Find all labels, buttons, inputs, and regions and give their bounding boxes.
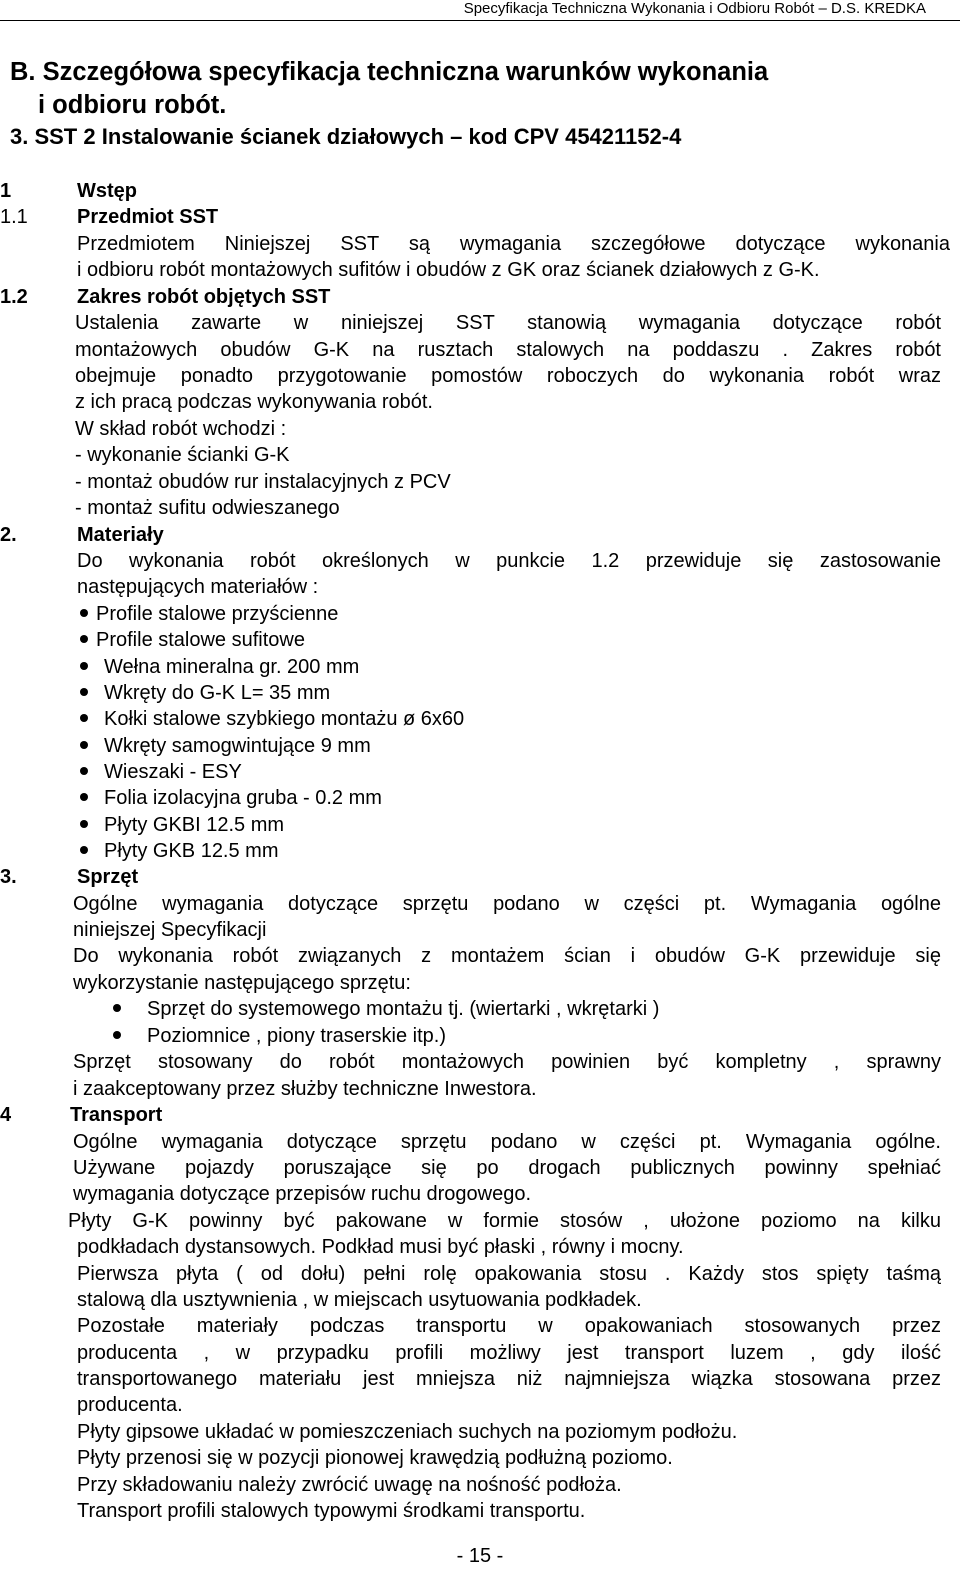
material-label: Wkręty do G-K L= 35 mm (104, 682, 331, 704)
paragraph-line: producenta. (77, 1394, 183, 1416)
paragraph-line: obejmuje ponadto przygotowanie pomostów roboczych do wykonania robót wraz (75, 365, 941, 387)
page-header (0, 0, 960, 19)
paragraph-line: wykorzystanie następującego sprzętu: (73, 972, 411, 994)
paragraph-line: montażowych obudów G-K na rusztach stalowych na poddaszu . Zakres robót (75, 339, 941, 361)
paragraph-line: transportowanego materiału jest mniejsza niż najmniejsza wiązka stosowana przez (77, 1368, 941, 1390)
equipment-label: Sprzęt do systemowego montażu tj. (wiertarki , wkrętarki ) (147, 998, 660, 1020)
material-item (80, 733, 371, 759)
bullet-icon (80, 688, 88, 696)
paragraph-line: Do wykonania robót związanych z montażem ścian i obudów G-K przewiduje się (73, 945, 941, 967)
bullet-icon (80, 846, 88, 854)
bullet-icon (80, 635, 88, 643)
paragraph-line: producenta , w przypadku profili możliwy jest transport luzem , gdy ilość (77, 1342, 941, 1364)
paragraph-line: Sprzęt stosowany do robót montażowych powinien być kompletny , sprawny (73, 1051, 941, 1073)
paragraph-line: Ogólne wymagania dotyczące sprzętu podano w części pt. Wymagania ogólne (73, 893, 941, 915)
bullet-icon (80, 820, 88, 828)
paragraph-line: W skład robót wchodzi : (75, 418, 287, 440)
section-3-title: Sprzęt (77, 866, 139, 888)
material-item (80, 785, 382, 811)
doc-title-line3: 3. SST 2 Instalowanie ścianek działowych – kod CPV 45421152-4 (10, 124, 682, 149)
paragraph-line: podkładach dystansowych. Podkład musi być płaski , równy i mocny. (77, 1236, 684, 1258)
material-label: Profile stalowe przyścienne (96, 603, 339, 625)
material-label: Wieszaki - ESY (104, 761, 242, 783)
bullet-icon (80, 793, 88, 801)
section-4-title: Transport (70, 1104, 163, 1126)
bullet-icon (113, 1031, 121, 1039)
section-1-number: 1 (0, 180, 12, 202)
bullet-icon (80, 609, 88, 617)
list-item: - montaż sufitu odwieszanego (75, 497, 340, 519)
material-item (80, 601, 338, 627)
paragraph-line: z ich pracą podczas wykonywania robót. (75, 391, 433, 413)
material-item (80, 838, 279, 864)
paragraph-line: Płyty przenosi się w pozycji pionowej krawędzią podłużną poziomo. (77, 1447, 673, 1469)
paragraph-line: i zaakceptowany przez służby techniczne Inwestora. (73, 1078, 537, 1100)
paragraph-line: Do wykonania robót określonych w punkcie 1.2 przewiduje się zastosowanie (77, 550, 941, 572)
material-item (80, 654, 359, 680)
doc-title-line2: i odbioru robót. (38, 91, 227, 119)
section-2-number: 2. (0, 524, 17, 546)
header-text: Specyfikacja Techniczna Wykonania i Odbioru Robót – D.S. KREDKA (463, 0, 926, 17)
material-label: Wełna mineralna gr. 200 mm (104, 656, 360, 678)
bullet-icon (80, 662, 88, 670)
paragraph-line: stalową dla usztywnienia , w miejscach usytuowania podkładek. (77, 1289, 642, 1311)
material-item (80, 706, 464, 732)
equipment-label: Poziomnice , piony traserskie itp.) (147, 1025, 447, 1047)
section-1-1-number: 1.1 (0, 206, 28, 228)
section-2-title: Materiały (77, 524, 164, 546)
section-1-1-title: Przedmiot SST (77, 206, 219, 228)
paragraph-line: niniejszej Specyfikacji (73, 919, 267, 941)
doc-title-line1: B. Szczegółowa specyfikacja techniczna warunków wykonania (10, 58, 769, 86)
material-item (80, 812, 284, 838)
paragraph-line: Płyty gipsowe układać w pomieszczeniach suchych na poziomym podłożu. (77, 1421, 738, 1443)
bullet-icon (80, 767, 88, 775)
material-item (80, 759, 242, 785)
material-item (80, 627, 305, 653)
paragraph-line: i odbioru robót montażowych sufitów i obudów z GK oraz ścianek działowych z G-K. (77, 259, 820, 281)
paragraph-line: Przy składowaniu należy zwrócić uwagę na nośność podłoża. (77, 1474, 622, 1496)
paragraph-line: Pierwsza płyta ( od dołu) pełni rolę opakowania stosu . Każdy stos spięty taśmą (77, 1263, 941, 1285)
paragraph-line: Używane pojazdy poruszające się po drogach publicznych powinny spełniać (73, 1157, 941, 1179)
equipment-item (113, 1023, 446, 1049)
paragraph-line: Przedmiotem Niniejszej SST są wymagania szczegółowe dotyczące wykonania (77, 233, 950, 255)
material-label: Wkręty samogwintujące 9 mm (104, 735, 371, 757)
paragraph-line: Pozostałe materiały podczas transportu w opakowaniach stosowanych przez (77, 1315, 941, 1337)
equipment-item (113, 996, 659, 1022)
list-item: - montaż obudów rur instalacyjnych z PCV (75, 471, 451, 493)
material-label: Folia izolacyjna gruba - 0.2 mm (104, 787, 382, 809)
section-1-2-title: Zakres robót objętych SST (77, 286, 331, 308)
paragraph-line: następujących materiałów : (77, 576, 319, 598)
material-item (80, 680, 330, 706)
paragraph-line: Ogólne wymagania dotyczące sprzętu podano w części pt. Wymagania ogólne. (73, 1131, 941, 1153)
section-1-2-number: 1.2 (0, 286, 28, 308)
header-rule (0, 20, 960, 21)
material-label: Płyty GKBI 12.5 mm (104, 814, 285, 836)
bullet-icon (80, 714, 88, 722)
paragraph-line: wymagania dotyczące przepisów ruchu drogowego. (73, 1183, 532, 1205)
section-4-number: 4 (0, 1104, 12, 1126)
bullet-icon (80, 741, 88, 749)
page-number: - 15 - (456, 1545, 504, 1567)
paragraph-line: Płyty G-K powinny być pakowane w formie stosów , ułożone poziomo na kilku (68, 1210, 941, 1232)
paragraph-line: Ustalenia zawarte w niniejszej SST stanowią wymagania dotyczące robót (75, 312, 941, 334)
material-label: Profile stalowe sufitowe (96, 629, 305, 651)
list-item: - wykonanie ścianki G-K (75, 444, 290, 466)
paragraph-line: Transport profili stalowych typowymi środkami transportu. (77, 1500, 586, 1522)
section-1-title: Wstęp (77, 180, 137, 202)
material-label: Kołki stalowe szybkiego montażu ø 6x60 (104, 708, 465, 730)
bullet-icon (113, 1004, 121, 1012)
material-label: Płyty GKB 12.5 mm (104, 840, 279, 862)
section-3-number: 3. (0, 866, 17, 888)
